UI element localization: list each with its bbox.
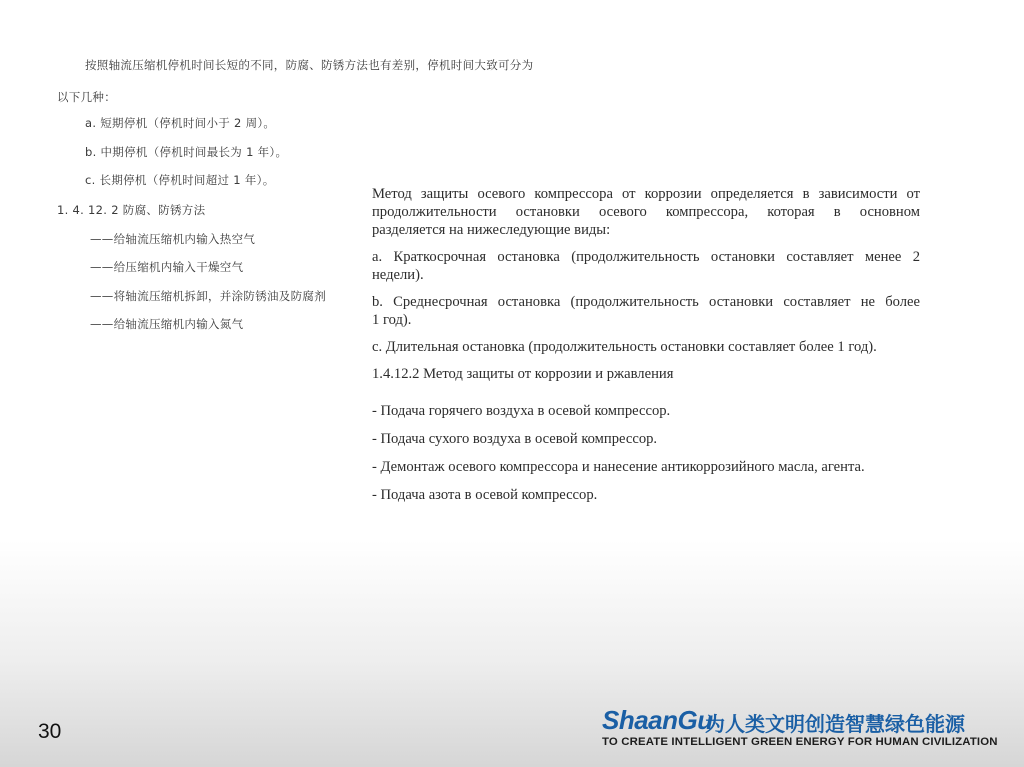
logo-chinese-slogan: 为人类文明创造智慧绿色能源 xyxy=(705,712,965,736)
ru-item-b-line-2: 1 год). xyxy=(372,312,412,328)
ru-method-2: - Подача сухого воздуха в осевой компрессор. xyxy=(372,431,658,447)
russian-text-block xyxy=(372,185,920,504)
logo-english-slogan: TO CREATE INTELLIGENT GREEN ENERGY FOR HUMAN CIVILIZATION xyxy=(602,736,998,748)
cn-method-3: ——将轴流压缩机拆卸，并涂防锈油及防腐剂 xyxy=(90,289,326,303)
page-number: 30 xyxy=(38,720,62,743)
cn-method-4: ——给轴流压缩机内输入氮气 xyxy=(90,317,244,331)
cn-item-a: a. 短期停机（停机时间小于 2 周）。 xyxy=(85,116,276,130)
company-logo xyxy=(602,705,1007,750)
logo-brand-text: ShaanGu xyxy=(602,705,713,735)
ru-section-heading: 1.4.12.2 Метод защиты от коррозии и ржавления xyxy=(372,366,674,382)
ru-item-a-line-1: a. Краткосрочная остановка (продолжительность остановки составляет менее 2 xyxy=(372,249,920,265)
ru-item-b-line-1: b. Среднесрочная остановка (продолжительность остановки составляет не более xyxy=(372,294,920,310)
ru-method-4: - Подача азота в осевой компрессор. xyxy=(372,487,598,503)
cn-intro-line-2: 以下几种： xyxy=(57,90,116,104)
ru-item-a-line-2: недели). xyxy=(372,267,424,283)
ru-intro-line-3: разделяется на нижеследующие виды: xyxy=(372,222,611,238)
cn-section-heading: 1. 4. 12. 2 防腐、防锈方法 xyxy=(57,203,206,217)
ru-method-3: - Демонтаж осевого компрессора и нанесение антикоррозийного масла, агента. xyxy=(372,459,865,475)
ru-intro-line-2: продолжительности остановки осевого компрессора, которая в основном xyxy=(372,204,920,220)
cn-item-b: b. 中期停机（停机时间最长为 1 年）。 xyxy=(85,145,288,159)
ru-intro-line-1: Метод защиты осевого компрессора от коррозии определяется в зависимости от xyxy=(372,186,920,202)
ru-item-c: c. Длительная остановка (продолжительность остановки составляет более 1 год). xyxy=(372,339,877,355)
cn-intro-line-1: 按照轴流压缩机停机时间长短的不同，防腐、防锈方法也有差别，停机时间大致可分为 xyxy=(85,58,534,72)
ru-method-1: - Подача горячего воздуха в осевой компрессор. xyxy=(372,403,671,419)
cn-item-c: c. 长期停机（停机时间超过 1 年）。 xyxy=(85,173,275,187)
cn-method-1: ——给轴流压缩机内输入热空气 xyxy=(90,232,256,246)
cn-method-2: ——给压缩机内输入干燥空气 xyxy=(90,260,244,274)
